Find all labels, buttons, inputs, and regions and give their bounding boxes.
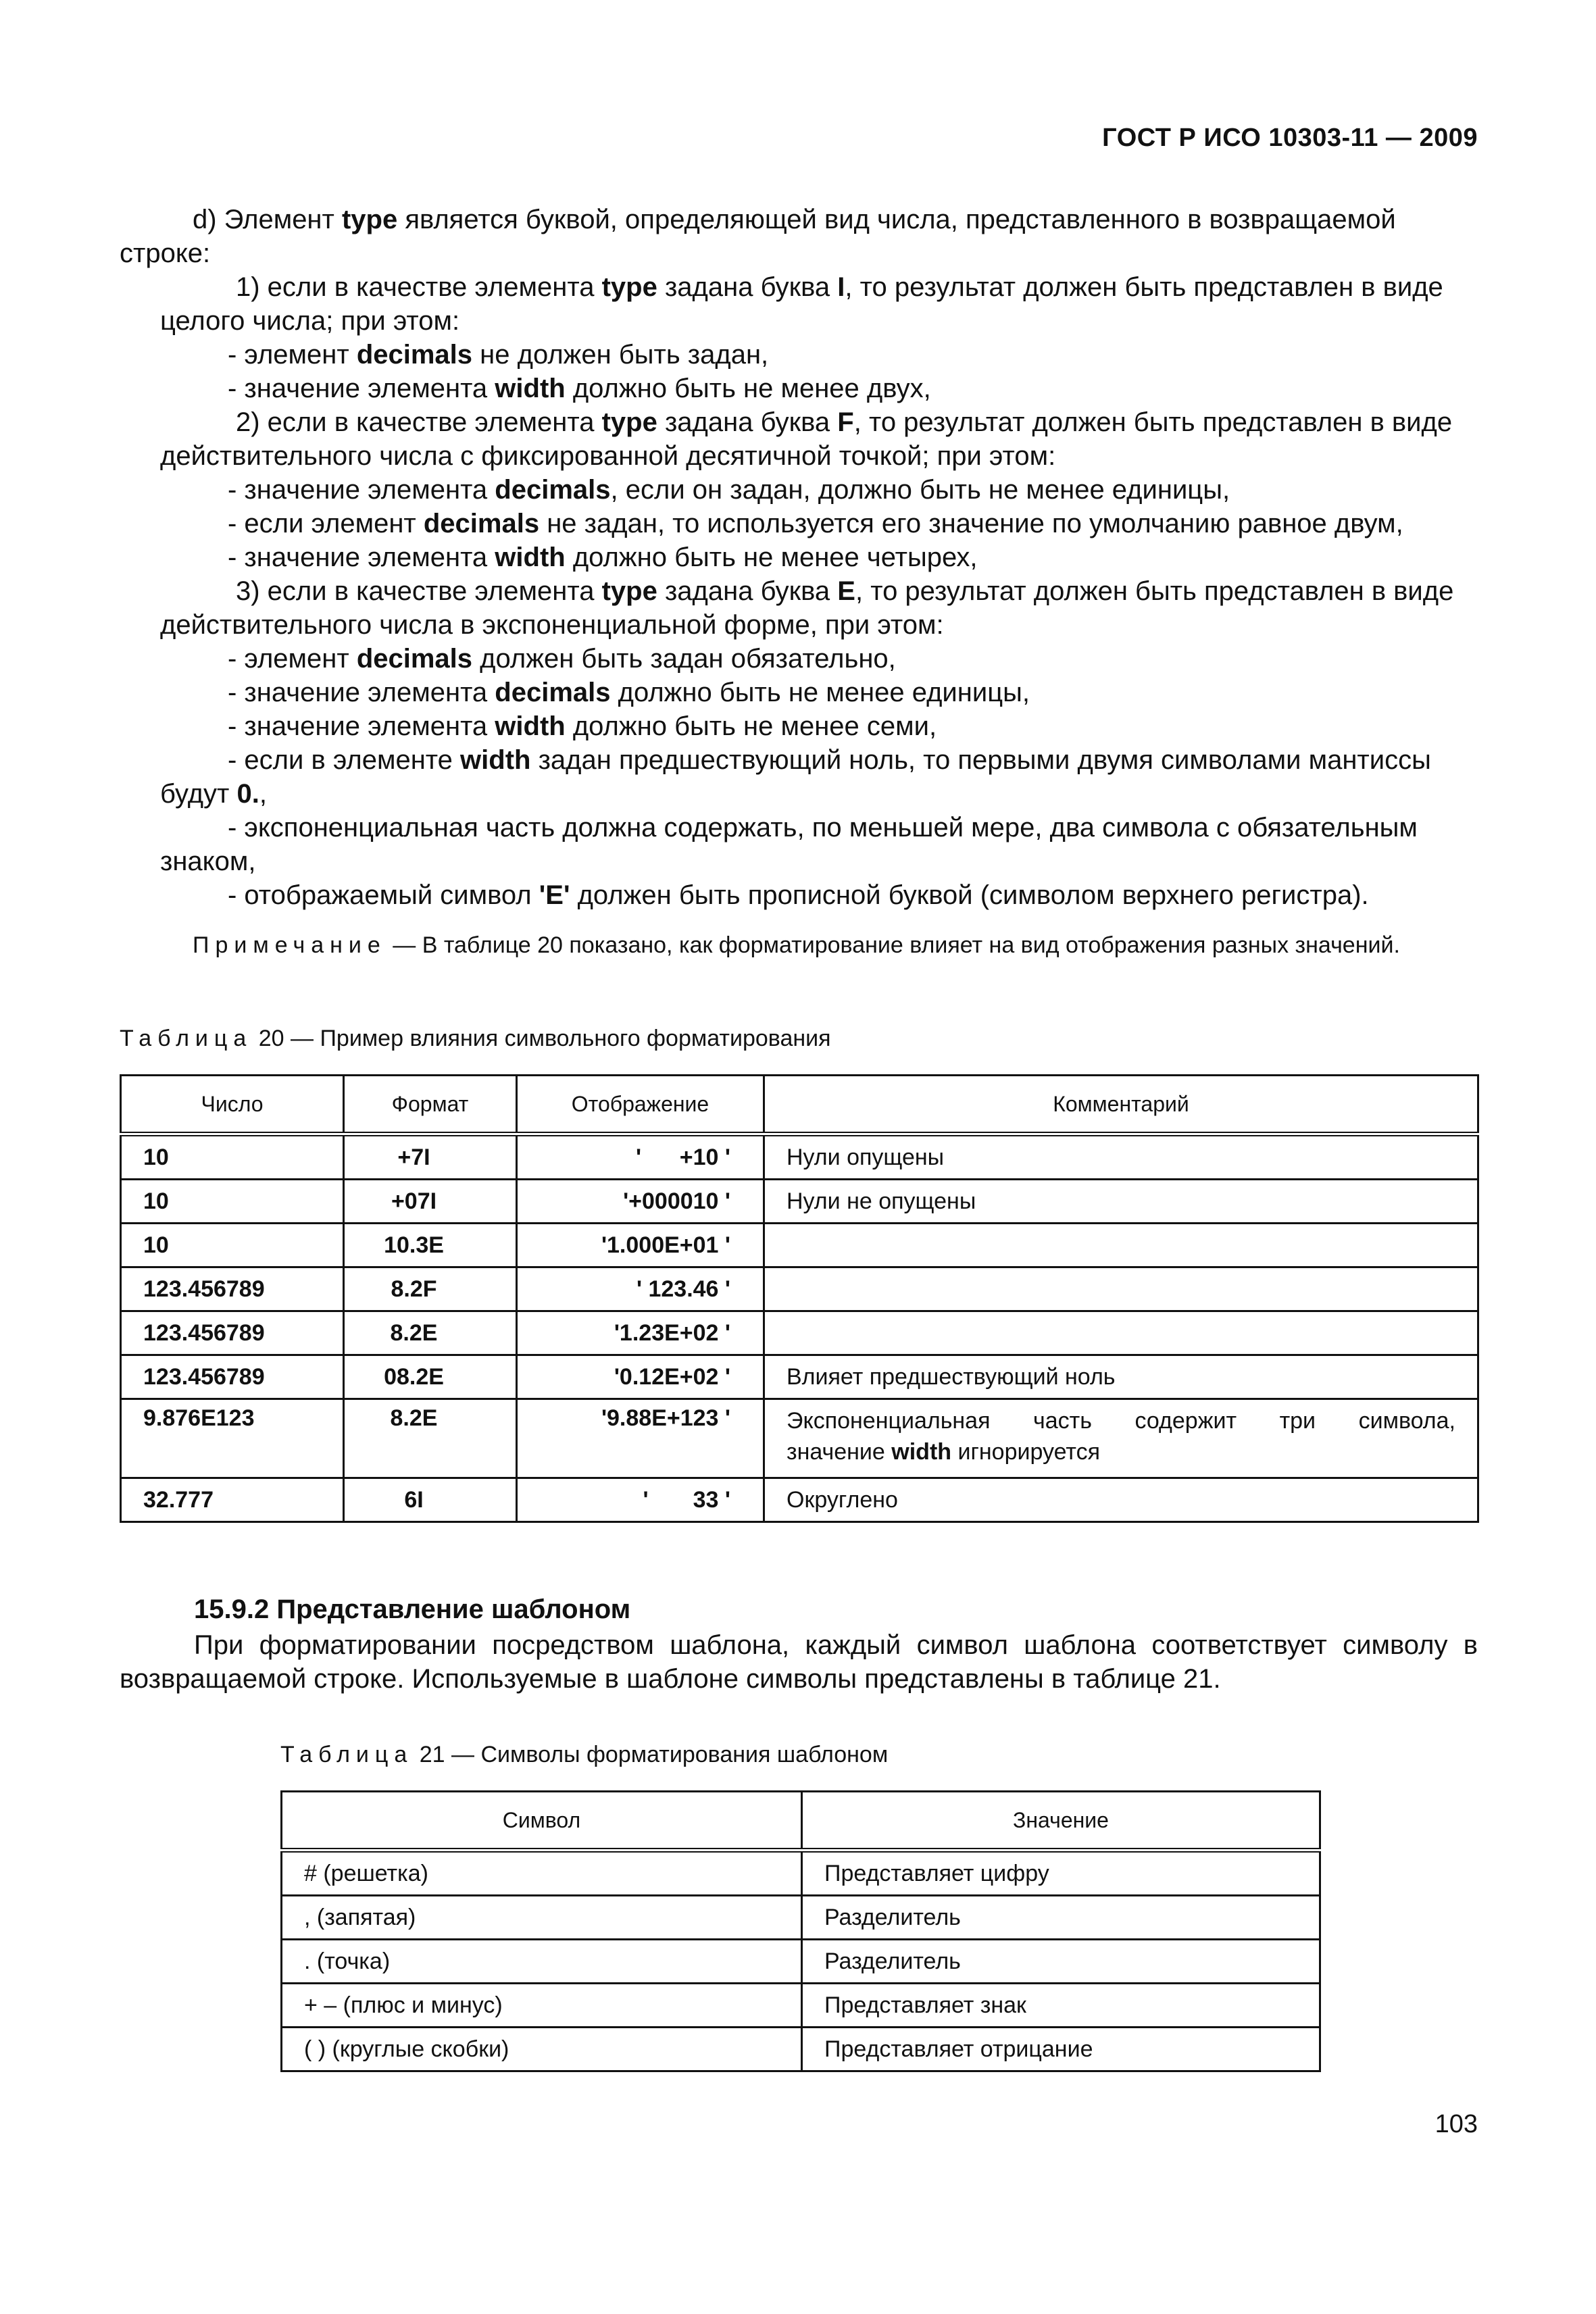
table-row: 123.456789 8.2F ' 123.46 ' — [121, 1267, 1478, 1311]
paragraph-d: d) Элемент type является буквой, определяющей вид числа, представленного в возвращаемой строке: 1) если в качестве элемента type задана буква I, то результат должен быть представлен в виде целого числа; при этом: - элемент decimals не должен быть задан, - значение элемента width должно быть не менее двух, 2) если в качестве элемента type задана буква F, то результат должен быть представлен в виде действительного числа с фиксированной десятичной точкой; при этом: - значение элемента decimals, если он задан, должно быть не менее единицы, - если элемент decimals не задан, то используется его значение по умолчанию равное двум, - значение элемента width должно быть не менее четырех, 3) если в качестве элемента type задана буква E, то результат должен быть представлен в виде действительного числа в экспоненциальной форме, при этом: - элемент decimals должен быть задан обязательно, - значение элемента decimals должно быть не менее единицы, - значение элемента width должно быть не менее семи, - если в элементе width задан предшествующий ноль, то первыми двумя символами мантиссы будут 0., - экспоненциальная часть должна содержать, по меньшей мере, два символа с обязательным знаком, - отображаемый символ 'E' должен быть прописной буквой (символом верхнего регистра). — [120, 203, 1478, 912]
table-row: ( ) (круглые скобки) Представляет отрицание — [282, 2028, 1320, 2071]
table-header-row — [282, 1792, 1320, 1851]
column-header: Формат — [344, 1076, 517, 1134]
table-row: 10 +07I '+000010 ' Нули не опущены — [121, 1180, 1478, 1224]
table-21-caption: Таблица 21 — Символы форматирования шаблоном — [280, 1742, 889, 1767]
section-text: При форматировании посредством шаблона, каждый символ шаблона соответствует символу в возвращаемой строке. Используемые в шаблоне символы представлены в таблице 21. — [120, 1630, 1478, 1694]
table-21 — [280, 1790, 1321, 2072]
item-2: 2) если в качестве элемента type задана буква F, то результат должен быть представлен в виде — [236, 407, 1453, 437]
document-header: ГОСТ Р ИСО 10303-11 — 2009 — [1102, 124, 1478, 152]
column-header: Отображение — [517, 1076, 764, 1134]
table-header-row — [121, 1076, 1478, 1134]
table-row: , (запятая) Разделитель — [282, 1896, 1320, 1940]
page-number: 103 — [1435, 2110, 1478, 2138]
column-header: Комментарий — [764, 1076, 1478, 1134]
table-row: 10 10.3E '1.000E+01 ' — [121, 1224, 1478, 1267]
table-row: 123.456789 8.2E '1.23E+02 ' — [121, 1311, 1478, 1355]
column-header: Символ — [282, 1792, 802, 1851]
table-20-caption: Таблица 20 — Пример влияния символьного форматирования — [120, 1026, 831, 1051]
column-header: Значение — [802, 1792, 1320, 1851]
note: Примечание — В таблице 20 показано, как форматирование влияет на вид отображения разных значений. — [193, 932, 1400, 958]
section-title: 15.9.2 Представление шаблоном — [194, 1594, 631, 1624]
table-row: . (точка) Разделитель — [282, 1940, 1320, 1984]
table-20 — [120, 1074, 1479, 1523]
table-row: 32.777 6I ' 33 ' Округлено — [121, 1478, 1478, 1522]
table-row: + – (плюс и минус) Представляет знак — [282, 1984, 1320, 2028]
table-row: 9.876E123 8.2E '9.88E+123 ' Экспоненциальная часть содержит три символа, значение width игнорируется — [121, 1399, 1478, 1478]
column-header: Число — [121, 1076, 344, 1134]
item-3: 3) если в качестве элемента type задана буква E, то результат должен быть представлен в виде — [236, 576, 1454, 606]
table-row: # (решетка) Представляет цифру — [282, 1851, 1320, 1896]
table-row: 123.456789 08.2E '0.12E+02 ' Влияет предшествующий ноль — [121, 1355, 1478, 1399]
table-row: 10 +7I ' +10 ' Нули опущены — [121, 1134, 1478, 1180]
item-1: 1) если в качестве элемента type задана буква I, то результат должен быть представлен в виде — [236, 272, 1443, 302]
